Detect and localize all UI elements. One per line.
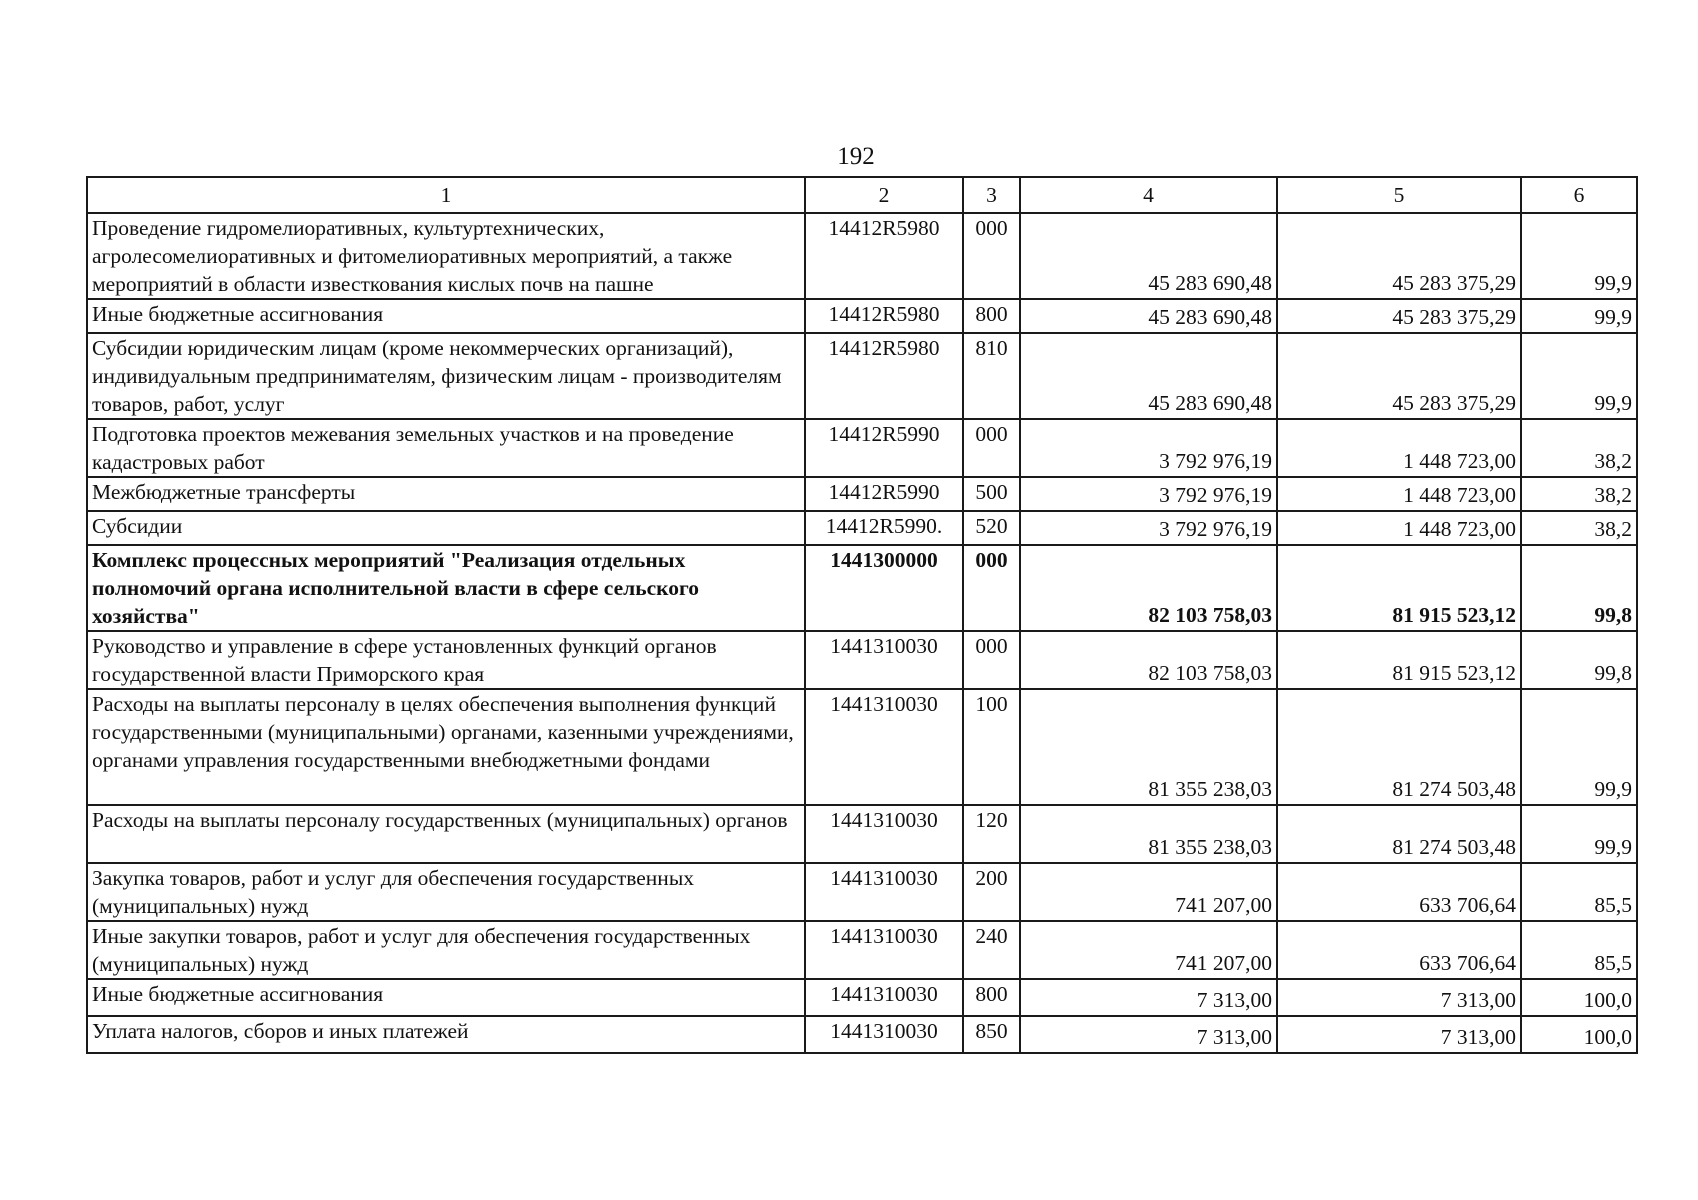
row-percent: 38,2 [1521, 477, 1637, 511]
row-name: Проведение гидромелиоративных, культуртехнических, агролесомелиоративных и фитомелиоративных мероприятий, а также мероприятий в области известкования кислых почв на пашне [87, 213, 805, 299]
row-percent: 99,9 [1521, 805, 1637, 863]
table-row [87, 921, 1637, 979]
table-row [87, 631, 1637, 689]
table-row [87, 213, 1637, 299]
row-executed: 81 915 523,12 [1277, 545, 1521, 631]
row-planned: 45 283 690,48 [1020, 299, 1277, 333]
row-planned: 82 103 758,03 [1020, 631, 1277, 689]
row-name: Комплекс процессных мероприятий "Реализация отдельных полномочий органа исполнительной власти в сфере сельского хозяйства" [87, 545, 805, 631]
row-planned: 741 207,00 [1020, 921, 1277, 979]
table-row [87, 979, 1637, 1016]
row-executed: 45 283 375,29 [1277, 333, 1521, 419]
row-name: Уплата налогов, сборов и иных платежей [87, 1016, 805, 1053]
row-planned: 741 207,00 [1020, 863, 1277, 921]
row-name: Субсидии юридическим лицам (кроме некоммерческих организаций), индивидуальным предпринимателям, физическим лицам - производителям товаров, работ, услуг [87, 333, 805, 419]
row-name: Расходы на выплаты персоналу в целях обеспечения выполнения функций государственными (муниципальными) органами, казенными учреждениями, органами управления государственными внебюджетными фондами [87, 689, 805, 805]
row-percent: 99,8 [1521, 545, 1637, 631]
row-expense-type: 520 [963, 511, 1020, 545]
header-row [87, 177, 1637, 213]
column-header-3: 3 [963, 177, 1020, 213]
column-header-6: 6 [1521, 177, 1637, 213]
row-executed: 7 313,00 [1277, 1016, 1521, 1053]
row-percent: 85,5 [1521, 921, 1637, 979]
column-header-2: 2 [805, 177, 963, 213]
row-expense-type: 200 [963, 863, 1020, 921]
row-percent: 100,0 [1521, 1016, 1637, 1053]
table-row [87, 419, 1637, 477]
row-percent: 85,5 [1521, 863, 1637, 921]
row-name: Иные закупки товаров, работ и услуг для обеспечения государственных (муниципальных) нужд [87, 921, 805, 979]
row-executed: 1 448 723,00 [1277, 511, 1521, 545]
row-code: 1441310030 [805, 805, 963, 863]
row-name: Подготовка проектов межевания земельных участков и на проведение кадастровых работ [87, 419, 805, 477]
row-expense-type: 500 [963, 477, 1020, 511]
row-code: 1441310030 [805, 863, 963, 921]
page-number: 192 [837, 143, 875, 170]
row-code: 14412R5980 [805, 213, 963, 299]
row-name: Иные бюджетные ассигнования [87, 979, 805, 1016]
row-planned: 45 283 690,48 [1020, 333, 1277, 419]
budget-table [86, 176, 1638, 1054]
row-percent: 99,9 [1521, 333, 1637, 419]
row-executed: 633 706,64 [1277, 921, 1521, 979]
row-percent: 99,9 [1521, 689, 1637, 805]
row-expense-type: 240 [963, 921, 1020, 979]
row-expense-type: 000 [963, 419, 1020, 477]
table-row [87, 1016, 1637, 1053]
row-name: Субсидии [87, 511, 805, 545]
row-executed: 81 274 503,48 [1277, 689, 1521, 805]
table-row [87, 863, 1637, 921]
row-expense-type: 800 [963, 299, 1020, 333]
table-row-group-total [87, 545, 1637, 631]
row-planned: 81 355 238,03 [1020, 805, 1277, 863]
row-planned: 3 792 976,19 [1020, 419, 1277, 477]
row-planned: 45 283 690,48 [1020, 213, 1277, 299]
row-executed: 81 915 523,12 [1277, 631, 1521, 689]
table-row [87, 477, 1637, 511]
table-row [87, 511, 1637, 545]
column-header-1: 1 [87, 177, 805, 213]
row-code: 1441310030 [805, 1016, 963, 1053]
row-percent: 99,9 [1521, 213, 1637, 299]
row-name: Межбюджетные трансферты [87, 477, 805, 511]
row-expense-type: 000 [963, 545, 1020, 631]
row-percent: 38,2 [1521, 511, 1637, 545]
row-expense-type: 000 [963, 631, 1020, 689]
row-code: 1441310030 [805, 689, 963, 805]
row-percent: 99,9 [1521, 299, 1637, 333]
row-planned: 7 313,00 [1020, 1016, 1277, 1053]
row-name: Руководство и управление в сфере установленных функций органов государственной власти Приморского края [87, 631, 805, 689]
row-planned: 7 313,00 [1020, 979, 1277, 1016]
row-expense-type: 810 [963, 333, 1020, 419]
row-expense-type: 100 [963, 689, 1020, 805]
row-percent: 100,0 [1521, 979, 1637, 1016]
row-executed: 81 274 503,48 [1277, 805, 1521, 863]
row-name: Иные бюджетные ассигнования [87, 299, 805, 333]
row-code: 14412R5990 [805, 477, 963, 511]
row-percent: 99,8 [1521, 631, 1637, 689]
column-header-5: 5 [1277, 177, 1521, 213]
table-row [87, 689, 1637, 805]
row-code: 1441310030 [805, 979, 963, 1016]
row-percent: 38,2 [1521, 419, 1637, 477]
row-planned: 82 103 758,03 [1020, 545, 1277, 631]
row-name: Расходы на выплаты персоналу государственных (муниципальных) органов [87, 805, 805, 863]
row-code: 1441310030 [805, 631, 963, 689]
row-executed: 1 448 723,00 [1277, 477, 1521, 511]
row-executed: 7 313,00 [1277, 979, 1521, 1016]
row-executed: 1 448 723,00 [1277, 419, 1521, 477]
row-code: 14412R5990. [805, 511, 963, 545]
row-expense-type: 800 [963, 979, 1020, 1016]
column-header-4: 4 [1020, 177, 1277, 213]
table-row [87, 333, 1637, 419]
row-code: 1441310030 [805, 921, 963, 979]
row-planned: 3 792 976,19 [1020, 511, 1277, 545]
row-planned: 3 792 976,19 [1020, 477, 1277, 511]
row-executed: 45 283 375,29 [1277, 299, 1521, 333]
row-code: 14412R5990 [805, 419, 963, 477]
row-name: Закупка товаров, работ и услуг для обеспечения государственных (муниципальных) нужд [87, 863, 805, 921]
row-planned: 81 355 238,03 [1020, 689, 1277, 805]
row-code: 14412R5980 [805, 333, 963, 419]
row-executed: 45 283 375,29 [1277, 213, 1521, 299]
row-expense-type: 000 [963, 213, 1020, 299]
table-row [87, 805, 1637, 863]
row-expense-type: 120 [963, 805, 1020, 863]
row-executed: 633 706,64 [1277, 863, 1521, 921]
table-row [87, 299, 1637, 333]
row-expense-type: 850 [963, 1016, 1020, 1053]
row-code: 1441300000 [805, 545, 963, 631]
row-code: 14412R5980 [805, 299, 963, 333]
